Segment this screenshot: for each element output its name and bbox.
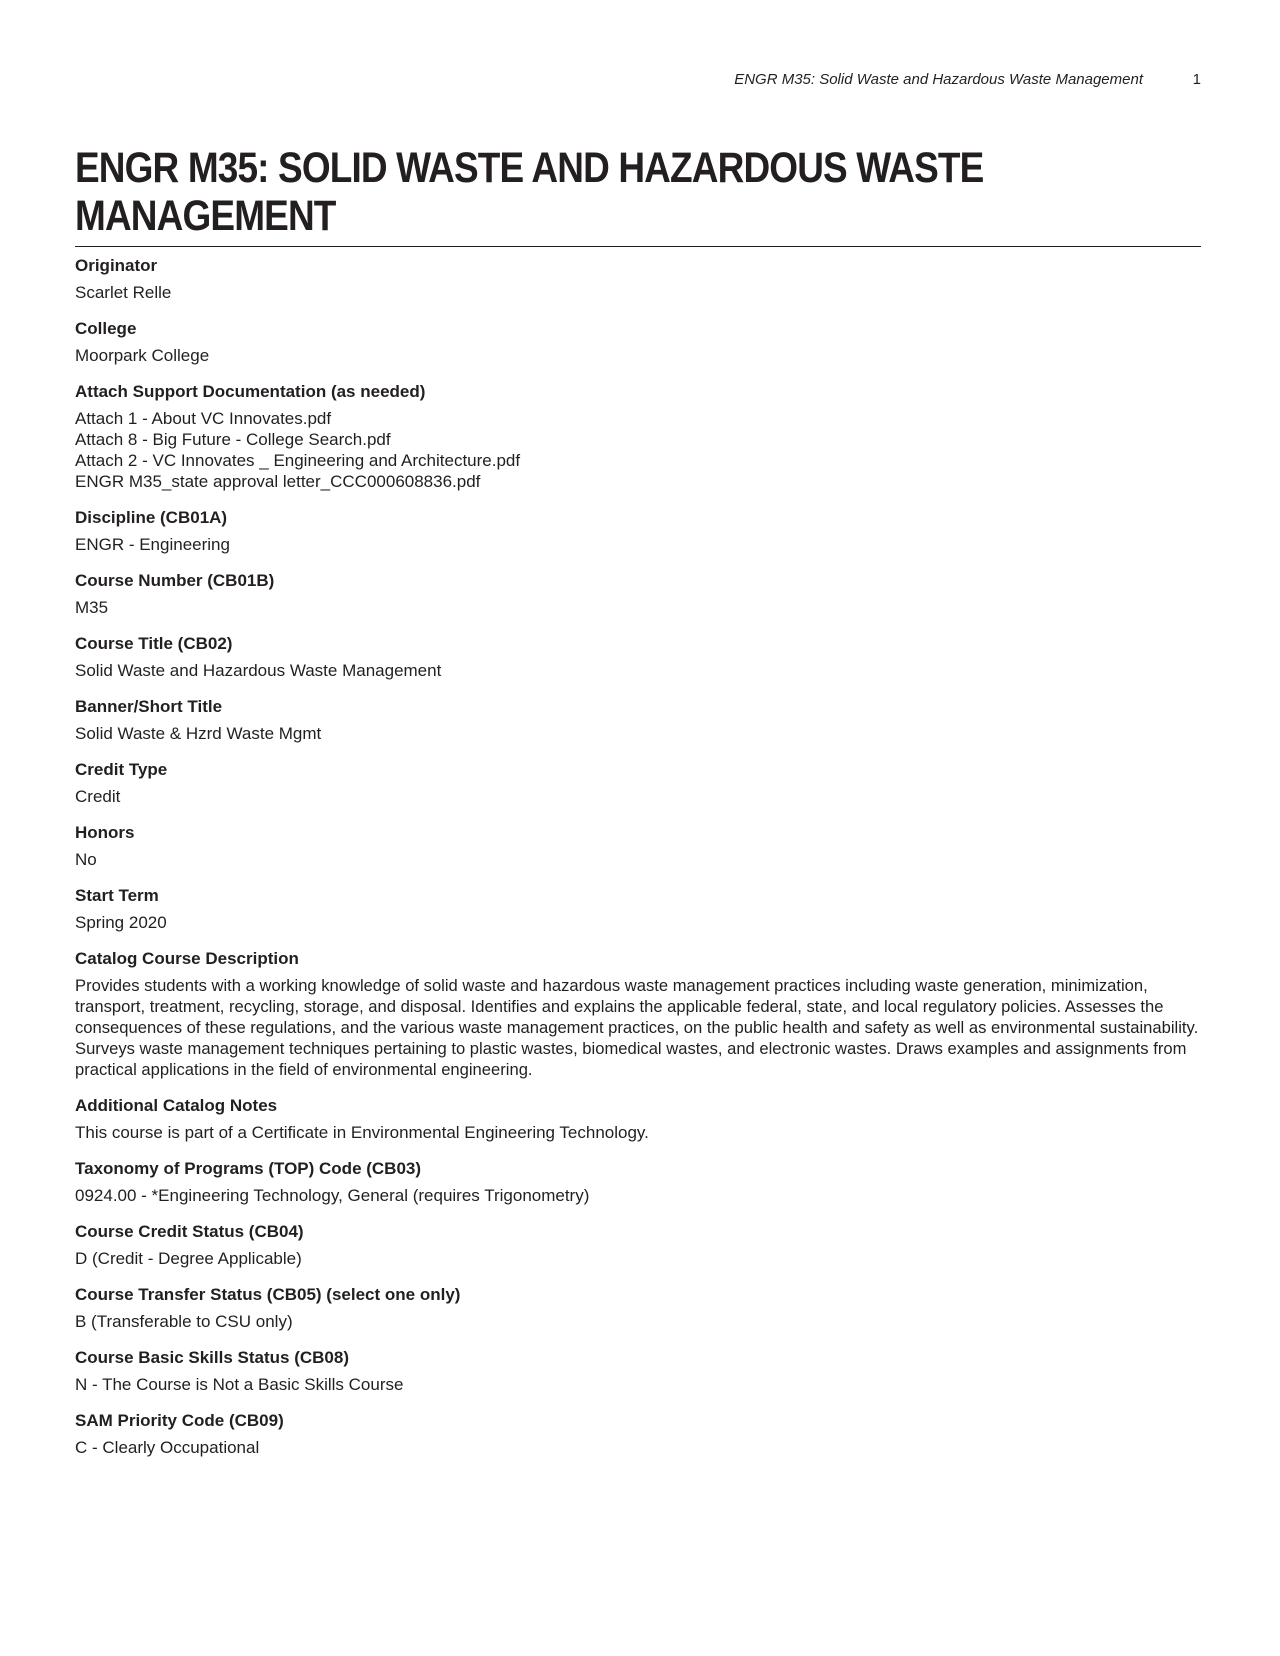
field-basic-skills <box>75 1346 1205 1395</box>
field-value: N - The Course is Not a Basic Skills Course <box>75 1375 404 1394</box>
attachment-file: Attach 1 - About VC Innovates.pdf <box>75 409 332 428</box>
field-sam-priority <box>75 1409 1205 1458</box>
page-number: 1 <box>1192 71 1201 88</box>
field-value: ENGR - Engineering <box>75 535 230 554</box>
page-title <box>75 144 1210 240</box>
field-honors <box>75 821 1205 870</box>
field-label: Course Basic Skills Status (CB08) <box>75 1348 349 1367</box>
attachment-list <box>75 408 1205 492</box>
field-course-number <box>75 569 1205 618</box>
field-value: No <box>75 850 97 869</box>
field-course-title <box>75 632 1205 681</box>
field-label: Taxonomy of Programs (TOP) Code (CB03) <box>75 1159 422 1178</box>
attachment-file: ENGR M35_state approval letter_CCC000608836.pdf <box>75 472 481 491</box>
field-value: Spring 2020 <box>75 913 167 932</box>
field-label: Honors <box>75 823 135 842</box>
field-value: D (Credit - Degree Applicable) <box>75 1249 302 1268</box>
running-title: ENGR M35: Solid Waste and Hazardous Waste Management <box>734 71 1143 88</box>
field-label: Credit Type <box>75 760 168 779</box>
field-label: Start Term <box>75 886 159 905</box>
field-value: C - Clearly Occupational <box>75 1438 260 1457</box>
field-label: Banner/Short Title <box>75 697 223 716</box>
attachment-file: Attach 2 - VC Innovates _ Engineering and Architecture.pdf <box>75 451 521 470</box>
field-value: Moorpark College <box>75 346 210 365</box>
field-catalog-description <box>75 947 1205 1080</box>
field-label: Attach Support Documentation (as needed) <box>75 382 426 401</box>
field-value: Provides students with a working knowledge of solid waste and hazardous waste management practices including waste generation, minimization, transport, treatment, recycling, storage, and disposal. Identifies and explains the applicable federal, state, and local regulatory policies. Assesses the consequences of these regulations, and the various waste management practices, on the public health and safety as well as environmental sustainability. Surveys waste management techniques pertaining to plastic wastes, biomedical wastes, and electronic wastes. Draws examples and assignments from practical applications in the field of environmental engineering. <box>75 976 1199 1079</box>
field-attachments <box>75 380 1205 492</box>
field-originator <box>75 254 1205 303</box>
field-banner-title <box>75 695 1205 744</box>
field-value: Solid Waste and Hazardous Waste Management <box>75 661 442 680</box>
field-label: Course Transfer Status (CB05) (select one only) <box>75 1285 461 1304</box>
field-label: Course Title (CB02) <box>75 634 233 653</box>
field-start-term <box>75 884 1205 933</box>
field-credit-status <box>75 1220 1205 1269</box>
field-label: Originator <box>75 256 158 275</box>
field-additional-notes <box>75 1094 1205 1143</box>
field-label: Additional Catalog Notes <box>75 1096 278 1115</box>
page-title-line-1: ENGR M35: SOLID WASTE AND HAZARDOUS WASTE <box>75 144 984 192</box>
field-transfer-status <box>75 1283 1205 1332</box>
field-label: Course Number (CB01B) <box>75 571 275 590</box>
field-credit-type <box>75 758 1205 807</box>
field-value: Credit <box>75 787 121 806</box>
running-header <box>0 71 1280 93</box>
attachment-file: Attach 8 - Big Future - College Search.pdf <box>75 430 391 449</box>
title-divider <box>75 246 1201 247</box>
field-value: Scarlet Relle <box>75 283 172 302</box>
field-label: Discipline (CB01A) <box>75 508 228 527</box>
page-title-line-2: MANAGEMENT <box>75 192 336 240</box>
field-value: M35 <box>75 598 109 617</box>
field-college <box>75 317 1205 366</box>
field-label: Course Credit Status (CB04) <box>75 1222 304 1241</box>
field-label: College <box>75 319 137 338</box>
field-label: Catalog Course Description <box>75 949 299 968</box>
field-label: SAM Priority Code (CB09) <box>75 1411 284 1430</box>
field-top-code <box>75 1157 1205 1206</box>
field-value: 0924.00 - *Engineering Technology, General (requires Trigonometry) <box>75 1186 590 1205</box>
field-value: Solid Waste & Hzrd Waste Mgmt <box>75 724 322 743</box>
course-fields <box>75 254 1205 1472</box>
field-value: This course is part of a Certificate in Environmental Engineering Technology. <box>75 1123 649 1142</box>
field-discipline <box>75 506 1205 555</box>
field-value: B (Transferable to CSU only) <box>75 1312 293 1331</box>
